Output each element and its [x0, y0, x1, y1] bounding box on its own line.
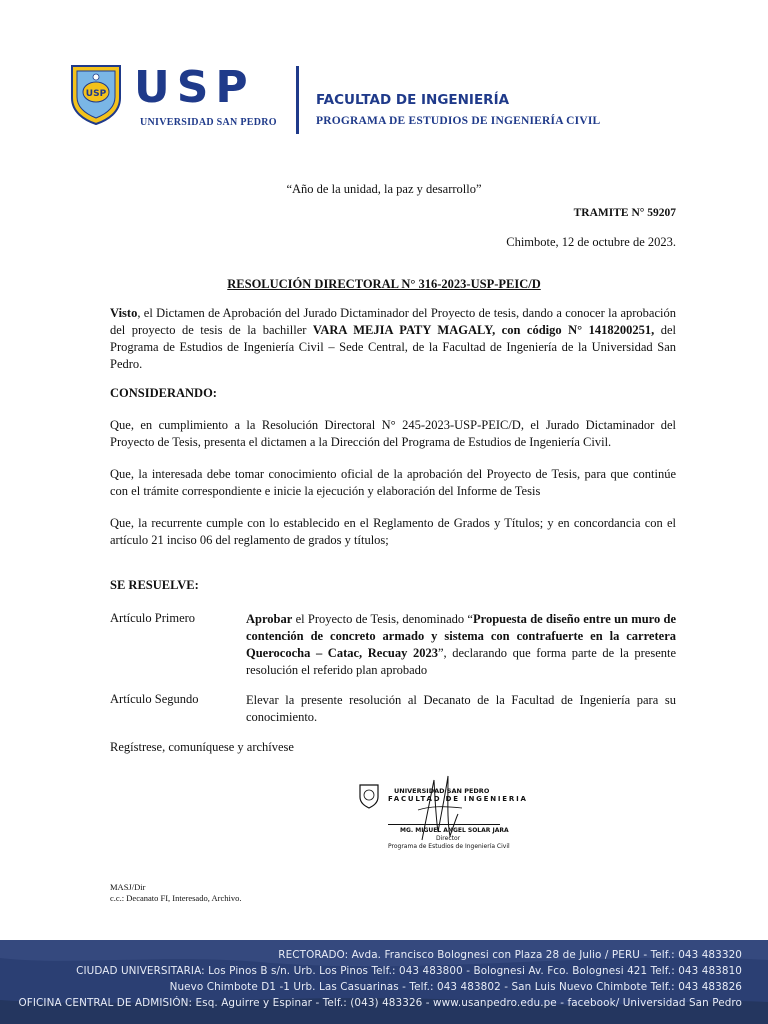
cc-line: c.c.: Decanato FI, Interesado, Archivo. [110, 893, 242, 903]
university-name: UNIVERSIDAD SAN PEDRO [140, 117, 277, 128]
visto-paragraph [110, 305, 676, 373]
signer-name: MG. MIGUEL ANGEL SOLAR JARA [400, 827, 509, 834]
footer-admision: OFICINA CENTRAL DE ADMISIÓN: Esq. Aguirre y Espinar - Telf.: (043) 483326 - www.usanpedro.edu.pe - facebook/ Universidad San Pedro [18, 997, 742, 1009]
article-1-text-2: ”, declarando que forma parte de la presente resolución el referido plan aprobado [246, 646, 677, 677]
stamp-shield-icon [358, 783, 380, 809]
footer-ciudad-universitaria: CIUDAD UNIVERSITARIA: Los Pinos B s/n. Urb. Los Pinos Telf.: 043 483800 - Bolognesi Av. Fco. Bolognesi 421 Telf.: 043 483810 [76, 965, 742, 977]
university-shield-icon [68, 62, 124, 126]
article-1-text-1: el Proyecto de Tesis, denominado “ [292, 612, 473, 626]
faculty-name: FACULTAD DE INGENIERÍA [316, 92, 510, 108]
thesis-title: Propuesta de diseño entre un muro de contención de concreto armado y sistema con contrafuerte en la carretera Querococha – Catac, Recuay 2023 [246, 612, 676, 660]
document-date: Chimbote, 12 de octubre de 2023. [506, 235, 676, 249]
signer-role: Director [436, 835, 461, 842]
article-1-body [246, 611, 676, 679]
student-name: VARA MEJIA PATY MAGALY, con código N° 1418200251, [312, 323, 655, 337]
closing-line: Regístrese, comuníquese y archívese [110, 740, 294, 754]
stamp-faculty: FACULTAD DE INGENIERIA [388, 795, 528, 803]
header-divider [296, 66, 299, 134]
program-name: PROGRAMA DE ESTUDIOS DE INGENIERÍA CIVIL [316, 115, 601, 127]
article-1-label: Artículo Primero [110, 611, 196, 625]
usp-wordmark: USP [134, 62, 255, 113]
stamp-university: UNIVERSIDAD SAN PEDRO [394, 787, 490, 795]
considerando-paragraph: Que, en cumplimiento a la Resolución Directoral N° 245-2023-USP-PEIC/D, el Jurado Dictaminador del Proyecto de Tesis, presenta el dictamen a la Dirección del Programa de Estudios de Ingeniería Civil. [110, 418, 676, 449]
visto-text-2: del Programa de Estudios de Ingeniería Civil – Sede Central, de la Facultad de Ingeniería de la Universidad San Pedro. [110, 323, 676, 371]
footer-nuevo-chimbote: Nuevo Chimbote D1 -1 Urb. Las Casuarinas - Telf.: 043 483802 - San Luis Nuevo Chimbote Telf.: 043 483826 [169, 981, 742, 993]
signer-program: Programa de Estudios de Ingeniería Civil [388, 843, 510, 850]
visto-lead: Visto [110, 306, 138, 320]
initials: MASJ/Dir [110, 882, 146, 892]
shield-logo-text: USP [85, 89, 107, 99]
considerando-heading: CONSIDERANDO: [110, 386, 217, 400]
year-motto: “Año de la unidad, la paz y desarrollo” [286, 182, 482, 196]
tramite-number: TRAMITE N° 59207 [573, 207, 676, 219]
article-2-body: Elevar la presente resolución al Decanato de la Facultad de Ingeniería para su conocimiento. [246, 693, 676, 724]
article-2-label: Artículo Segundo [110, 692, 199, 706]
resuelve-heading: SE RESUELVE: [110, 578, 199, 592]
visto-text-1: , el Dictamen de Aprobación del Jurado Dictaminador del Proyecto de tesis, dando a conocer la aprobación del proyecto de tesis de la bachiller [110, 306, 676, 337]
considerando-paragraph: Que, la interesada debe tomar conocimiento oficial de la aprobación del Proyecto de Tesis, para que continúe con el trámite correspondiente e inicie la ejecución y elaboración del Informe de Tesis [110, 467, 676, 498]
considerando-paragraph: Que, la recurrente cumple con lo establecido en el Reglamento de Grados y Títulos; y en concordancia con el artículo 21 inciso 06 del reglamento de grados y títulos; [110, 516, 676, 547]
resolution-title: RESOLUCIÓN DIRECTORAL N° 316-2023-USP-PEIC/D [227, 277, 541, 291]
footer-rectorado: RECTORADO: Avda. Francisco Bolognesi con Plaza 28 de Julio / PERU - Telf.: 043 483320 [278, 949, 742, 961]
article-1-lead: Aprobar [246, 612, 293, 626]
signature-line [388, 824, 500, 825]
